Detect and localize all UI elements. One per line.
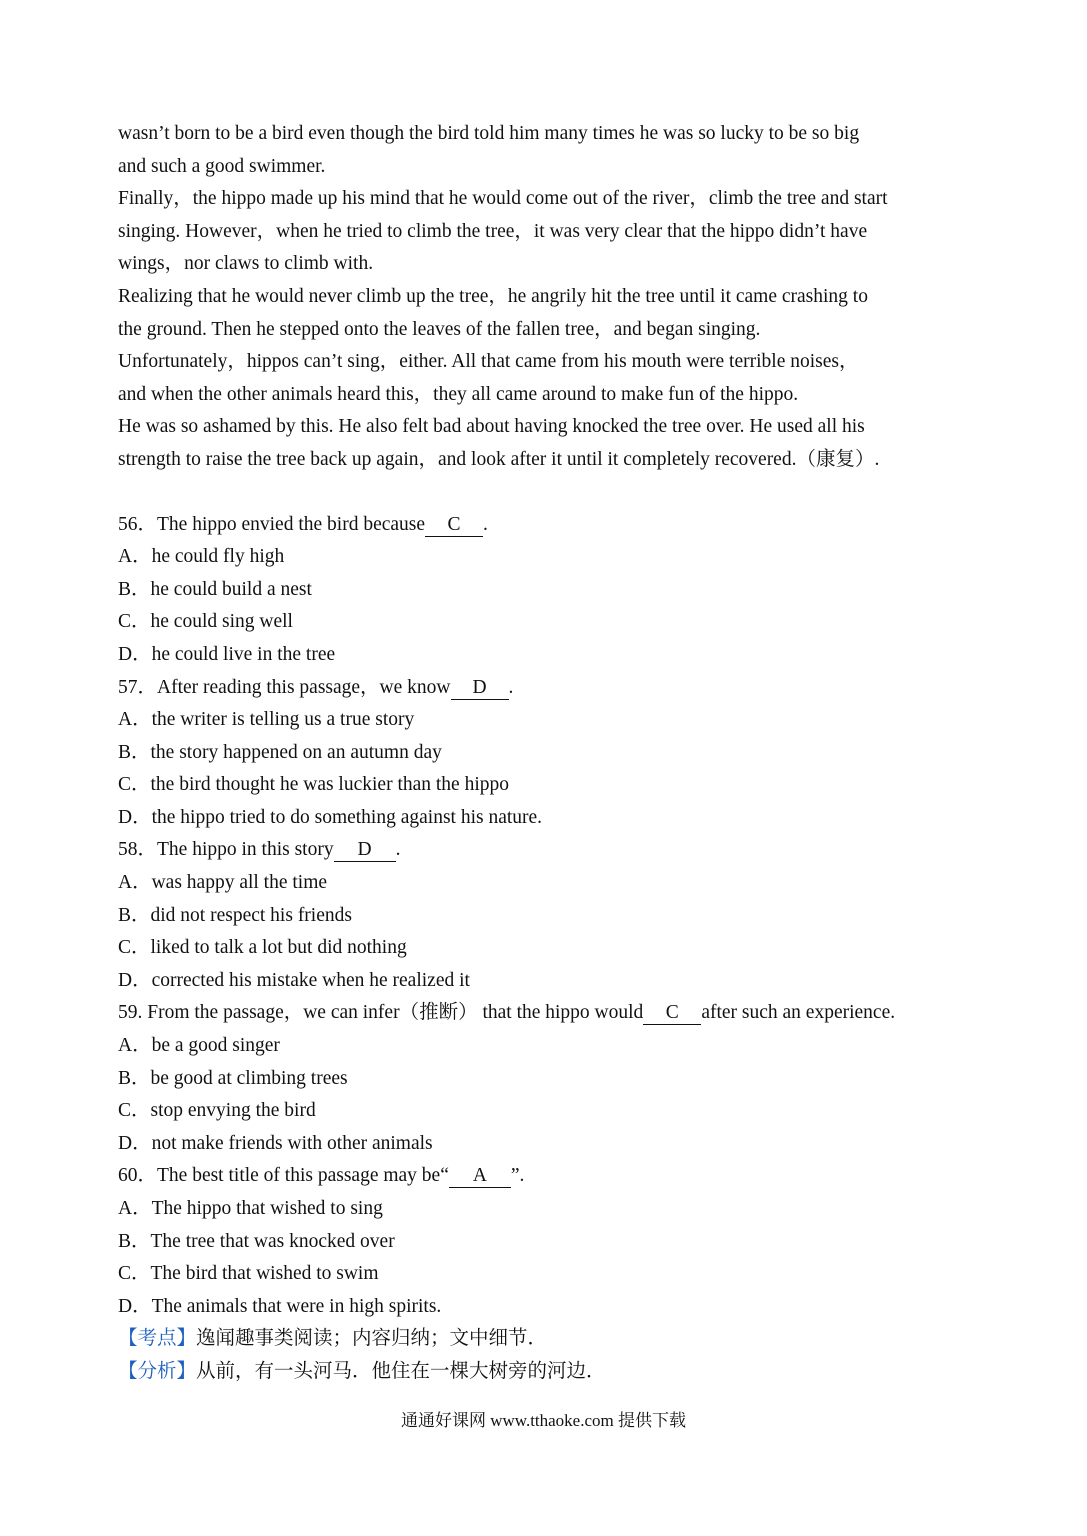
passage-line: Finally，the hippo made up his mind that he would come out of the river，climb the tree and start <box>118 188 888 210</box>
answer-option: C．stop envying the bird <box>118 1100 316 1122</box>
document-page <box>118 118 978 1389</box>
question-stem <box>118 1160 978 1193</box>
note-text: 逸闻趣事类阅读；内容归纳；文中细节． <box>196 1328 548 1350</box>
answer-option: B．the story happened on an autumn day <box>118 741 442 763</box>
passage-line: Unfortunately，hippos can’t sing，either. All that came from his mouth were terrible noises， <box>118 351 859 373</box>
answer-blank: C <box>425 514 483 537</box>
note-tag: 【考点】 <box>118 1328 197 1350</box>
answer-option: A．be a good singer <box>118 1035 280 1057</box>
answer-option: D．he could live in the tree <box>118 643 336 665</box>
note-text: 从前，有一头河马．他住在一棵大树旁的河边． <box>196 1360 606 1382</box>
answer-option: B．be good at climbing trees <box>118 1067 348 1089</box>
question-text: 58．The hippo in this story <box>118 839 334 861</box>
page-footer: 通通好课网 www.tthaoke.com 提供下载 <box>400 1411 687 1430</box>
question-text: 59. From the passage，we can infer（推断） that the hippo would <box>118 1002 644 1024</box>
answer-option: A．The hippo that wished to sing <box>118 1198 383 1219</box>
analysis-notes <box>118 1323 978 1388</box>
answer-option: B．he could build a nest <box>118 578 312 600</box>
question-56 <box>118 509 978 672</box>
passage <box>118 118 978 477</box>
answer-blank: D <box>334 839 396 862</box>
answer-option: C．The bird that wished to swim <box>118 1263 379 1285</box>
question-stem <box>118 834 978 867</box>
passage-line: singing. However，when he tried to climb the tree，it was very clear that the hippo didn’t have <box>118 220 868 242</box>
answer-option: C．the bird thought he was luckier than the hippo <box>118 774 510 796</box>
answer-blank: C <box>643 1002 701 1025</box>
question-text-end: after such an experience. <box>701 1002 896 1024</box>
question-60 <box>118 1160 978 1323</box>
question-stem <box>118 672 978 705</box>
question-text: 57．After reading this passage，we know <box>118 676 451 698</box>
section-gap <box>118 477 978 509</box>
question-57 <box>118 672 978 835</box>
answer-option: D．not make friends with other animals <box>118 1132 433 1154</box>
question-58 <box>118 834 978 997</box>
answer-option: B．The tree that was knocked over <box>118 1230 395 1252</box>
answer-option: A．the writer is telling us a true story <box>118 709 415 731</box>
passage-line: and such a good swimmer. <box>118 155 326 177</box>
question-text: 56．The hippo envied the bird because <box>118 513 426 535</box>
passage-line: wasn’t born to be a bird even though the bird told him many times he was so lucky to be so big <box>118 123 860 144</box>
question-text-end: . <box>508 676 514 698</box>
passage-line: and when the other animals heard this，they all came around to make fun of the hippo. <box>118 383 799 405</box>
passage-line: wings，nor claws to climb with. <box>118 253 374 275</box>
passage-line: Realizing that he would never climb up the tree，he angrily hit the tree until it came crashing to <box>118 285 868 307</box>
question-text-end: ”. <box>510 1165 525 1187</box>
question-stem <box>118 509 978 542</box>
answer-option: C．he could sing well <box>118 611 293 633</box>
answer-option: D．The animals that were in high spirits. <box>118 1295 442 1317</box>
question-stem <box>118 997 978 1030</box>
answer-blank: A <box>449 1165 511 1188</box>
question-text-end: . <box>395 839 401 861</box>
answer-option: D．the hippo tried to do something against his nature. <box>118 806 543 828</box>
answer-option: D．corrected his mistake when he realized it <box>118 969 470 991</box>
passage-line: strength to raise the tree back up again，and look after it until it completely recovered.（康复）. <box>118 448 880 470</box>
note-tag: 【分析】 <box>118 1360 197 1382</box>
answer-option: A．he could fly high <box>118 546 285 568</box>
answer-option: C．liked to talk a lot but did nothing <box>118 937 407 959</box>
question-list <box>118 509 978 1324</box>
question-text-end: . <box>483 513 488 535</box>
answer-blank: D <box>451 677 509 700</box>
question-text: 60．The best title of this passage may be“ <box>118 1165 449 1187</box>
passage-line: the ground. Then he stepped onto the leaves of the fallen tree，and began singing. <box>118 318 761 340</box>
passage-line: He was so ashamed by this. He also felt bad about having knocked the tree over. He used all his <box>118 416 865 438</box>
note-line <box>118 1323 978 1356</box>
answer-option: B．did not respect his friends <box>118 904 352 926</box>
answer-option: A．was happy all the time <box>118 872 328 894</box>
note-line <box>118 1356 978 1389</box>
question-59 <box>118 997 978 1160</box>
